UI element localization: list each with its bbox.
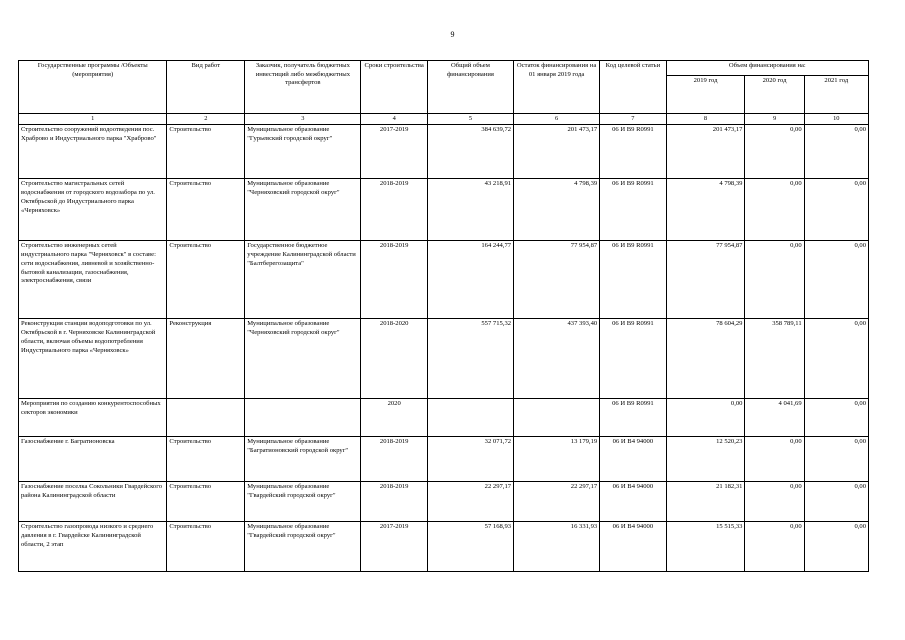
amount-2021: 0,00 <box>804 179 868 241</box>
amount-2020: 0,00 <box>745 241 804 319</box>
target-code: 06 И В9 R0991 <box>600 125 666 179</box>
work-type <box>167 399 245 437</box>
total-financing: 22 297,17 <box>427 482 513 522</box>
customer: Муниципальное образование "Гвардейский городской округ" <box>245 482 361 522</box>
remainder: 16 331,93 <box>514 522 600 572</box>
amount-2020: 0,00 <box>745 437 804 482</box>
amount-2019: 78 604,29 <box>666 319 745 399</box>
total-financing: 164 244,77 <box>427 241 513 319</box>
target-code: 06 И В9 R0991 <box>600 319 666 399</box>
column-number: 5 <box>427 114 513 125</box>
remainder: 201 473,17 <box>514 125 600 179</box>
customer: Муниципальное образование "Черняховский городской округ" <box>245 179 361 241</box>
amount-2021: 0,00 <box>804 241 868 319</box>
table-row <box>19 319 869 399</box>
amount-2021: 0,00 <box>804 482 868 522</box>
work-type: Строительство <box>167 482 245 522</box>
header-financing-group: Объем финансирования на: <box>666 61 868 76</box>
amount-2020: 0,00 <box>745 482 804 522</box>
amount-2019: 77 954,87 <box>666 241 745 319</box>
period: 2018-2019 <box>361 482 427 522</box>
table-row <box>19 399 869 437</box>
object-name: Газоснабжение поселка Сокольники Гвардейского района Калининградской области <box>19 482 167 522</box>
column-number: 10 <box>804 114 868 125</box>
column-number: 1 <box>19 114 167 125</box>
amount-2021: 0,00 <box>804 399 868 437</box>
column-number: 8 <box>666 114 745 125</box>
amount-2020: 0,00 <box>745 522 804 572</box>
customer: Муниципальное образование "Гурьевский городской округ" <box>245 125 361 179</box>
header-code: Код целевой статьи <box>600 61 666 114</box>
work-type: Строительство <box>167 179 245 241</box>
table-row <box>19 125 869 179</box>
period: 2017-2019 <box>361 522 427 572</box>
period: 2018-2019 <box>361 437 427 482</box>
column-number: 3 <box>245 114 361 125</box>
amount-2020: 4 041,69 <box>745 399 804 437</box>
column-number: 9 <box>745 114 804 125</box>
object-name: Строительство инженерных сетей индустриального парка "Черняховск" в составе: сети водоснабжения, ливневой и хозяйственно-бытовой канализации, газоснабжения, электроснабжения, связи <box>19 241 167 319</box>
header-year-2020: 2020 год <box>745 76 804 114</box>
target-code: 06 И В4 94000 <box>600 437 666 482</box>
work-type: Строительство <box>167 437 245 482</box>
customer <box>245 399 361 437</box>
table-row <box>19 437 869 482</box>
target-code: 06 И В4 94000 <box>600 482 666 522</box>
table-row <box>19 522 869 572</box>
target-code: 06 И В9 R0991 <box>600 241 666 319</box>
amount-2021: 0,00 <box>804 522 868 572</box>
period: 2017-2019 <box>361 125 427 179</box>
table-row <box>19 179 869 241</box>
total-financing: 43 218,91 <box>427 179 513 241</box>
column-number: 7 <box>600 114 666 125</box>
target-code: 06 И В9 R0991 <box>600 399 666 437</box>
customer: Государственное бюджетное учреждение Калининградской области "Балтберегозащита" <box>245 241 361 319</box>
column-number: 6 <box>514 114 600 125</box>
period: 2018-2020 <box>361 319 427 399</box>
object-name: Строительство магистральных сетей водоснабжения от городского водозабора по ул. Октябрьской до Индустриального парка «Черняховск» <box>19 179 167 241</box>
work-type: Строительство <box>167 522 245 572</box>
amount-2019: 12 520,23 <box>666 437 745 482</box>
table-row <box>19 482 869 522</box>
remainder: 13 179,19 <box>514 437 600 482</box>
remainder: 4 798,39 <box>514 179 600 241</box>
customer: Муниципальное образование "Гвардейский городской округ" <box>245 522 361 572</box>
total-financing: 557 715,32 <box>427 319 513 399</box>
period: 2018-2019 <box>361 179 427 241</box>
period: 2020 <box>361 399 427 437</box>
amount-2021: 0,00 <box>804 319 868 399</box>
header-programs: Государственные программы /Объекты (мероприятия) <box>19 61 167 114</box>
amount-2020: 358 789,11 <box>745 319 804 399</box>
object-name: Строительство газопровода низкого и среднего давления в г. Гвардейске Калининградской области, 2 этап <box>19 522 167 572</box>
header-year-2019: 2019 год <box>666 76 745 114</box>
total-financing <box>427 399 513 437</box>
amount-2019: 201 473,17 <box>666 125 745 179</box>
column-number: 2 <box>167 114 245 125</box>
object-name: Газоснабжение г. Багратионовска <box>19 437 167 482</box>
financing-table <box>18 60 869 572</box>
total-financing: 57 168,93 <box>427 522 513 572</box>
amount-2019: 15 515,33 <box>666 522 745 572</box>
amount-2019: 21 182,31 <box>666 482 745 522</box>
amount-2021: 0,00 <box>804 125 868 179</box>
remainder: 22 297,17 <box>514 482 600 522</box>
total-financing: 384 639,72 <box>427 125 513 179</box>
page-number: 9 <box>450 30 455 39</box>
table-row <box>19 241 869 319</box>
customer: Муниципальное образование "Багратионовский городской округ" <box>245 437 361 482</box>
amount-2019: 0,00 <box>666 399 745 437</box>
header-year-2021: 2021 год <box>804 76 868 114</box>
remainder: 437 393,40 <box>514 319 600 399</box>
column-number: 4 <box>361 114 427 125</box>
period: 2018-2019 <box>361 241 427 319</box>
header-customer: Заказчик, получатель бюджетных инвестиций либо межбюджетных трансфертов <box>245 61 361 114</box>
header-period: Сроки строительства <box>361 61 427 114</box>
target-code: 06 И В4 94000 <box>600 522 666 572</box>
column-number-row <box>19 114 869 125</box>
amount-2020: 0,00 <box>745 179 804 241</box>
header-work-type: Вид работ <box>167 61 245 114</box>
amount-2019: 4 798,39 <box>666 179 745 241</box>
header-remainder: Остаток финансирования на 01 января 2019 года <box>514 61 600 114</box>
remainder: 77 954,87 <box>514 241 600 319</box>
work-type: Строительство <box>167 125 245 179</box>
work-type: Реконструкция <box>167 319 245 399</box>
target-code: 06 И В9 R0991 <box>600 179 666 241</box>
amount-2020: 0,00 <box>745 125 804 179</box>
object-name: Строительство сооружений водоотведения пос. Храброво и Индустриального парка "Храброво" <box>19 125 167 179</box>
remainder <box>514 399 600 437</box>
amount-2021: 0,00 <box>804 437 868 482</box>
work-type: Строительство <box>167 241 245 319</box>
total-financing: 32 071,72 <box>427 437 513 482</box>
object-name: Реконструкция станции водоподготовки по ул. Октябрьской в г. Черняховске Калининградской области, включая объемы водопотребления Индустриального парка «Черняховск» <box>19 319 167 399</box>
header-total: Общий объем финансирования <box>427 61 513 114</box>
object-name: Мероприятия по созданию конкурентоспособных секторов экономики <box>19 399 167 437</box>
customer: Муниципальное образование "Черняховский городской округ" <box>245 319 361 399</box>
